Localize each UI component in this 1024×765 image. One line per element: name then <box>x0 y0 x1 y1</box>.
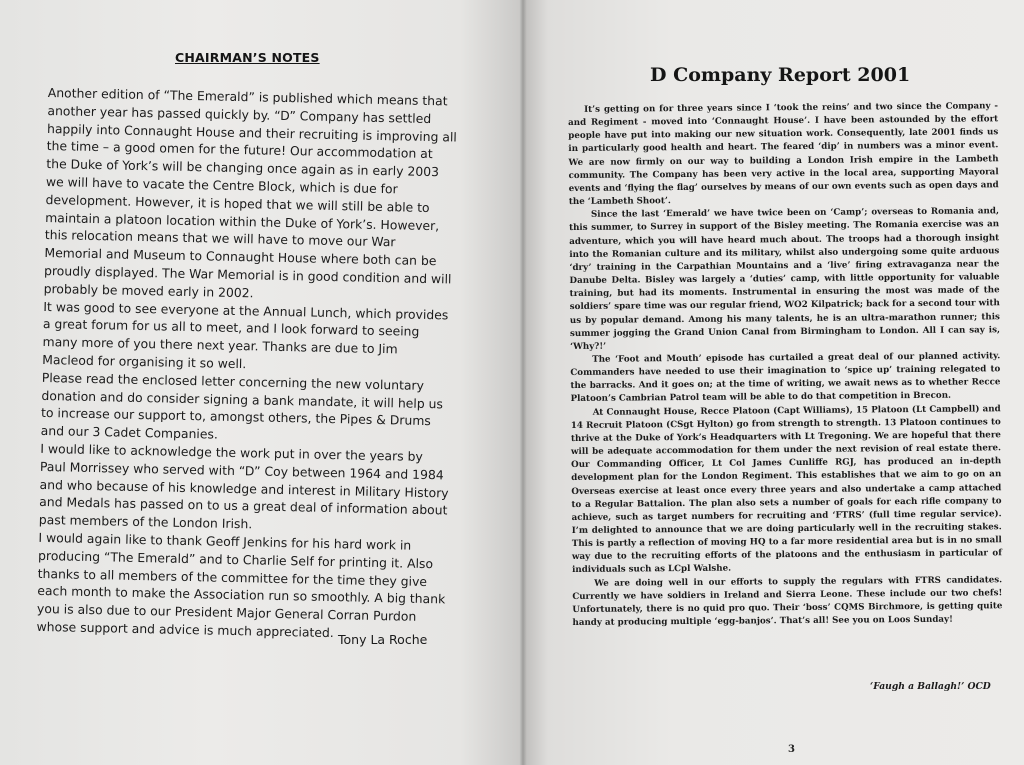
chairmans-paragraph: It was good to see everyone at the Annual Lunch, which provides a great forum for us all to meet, and I look forward to seeing many more of you there next year. Thanks are due to Jim Macleod for organising it so well. <box>42 298 449 372</box>
report-paragraph: Since the last ‘Emerald’ we have twice been on ‘Camp’; overseas to Romania and, this summer, to Surrey in support of the Bisley meeting. The Romania exercise was an adventure, which you will have heard much about. The troops had a thorough insight into the Romanian culture and its military, whilst also undergoing some quite arduous ‘dry’ training in the Carpathian Mountains and a ‘live’ firing extravaganza near the Danube Delta. Bisley was largely a ‘duties’ camp, with little opportunity for valuable training, but had its moments. Instrumental in ensuring the most was made of the soldiers’ spare time was our regular friend, WO2 Kilpatrick; back for a second tour with us by popular demand. Among his many talents, he is an ultra-marathon runner; this summer jogging the Grand Union Canal from Birmingham to London. All I can say is, ‘Why?!’ <box>569 206 1001 352</box>
page-number: 3 <box>788 744 795 755</box>
report-paragraph: At Connaught House, Recce Platoon (Capt Williams), 15 Platoon (Lt Campbell) and 14 Recruit Platoon (CSgt Hylton) go from strength to strength. 13 Platoon continues to thrive at the Duke of York’s Headquarters with Lt Tregoning. We are hopeful that there will be adequate accommodation for them under the next revision of real estate there. Our Commanding Officer, Lt Col James Cunliffe RGJ, has produced an in-depth development plan for the London Regiment. This establishes that we aim to go on an Overseas exercise at least once every three years and also undertake a camp attached to a Regular Battalion. The plan also sets a number of goals for each rifle company to achieve, such as target numbers for recruiting and ‘FTRS’ (full time regular service). I’m delighted to announce that we are doing particularly well in the recruiting stakes. This is partly a reflection of moving HQ to a far more residential area but is in no small way due to the recruiting efforts of the platoons and the enthusiasm in particular of individuals such as LCpl Walshe. <box>570 403 1002 576</box>
report-paragraph: The ‘Foot and Mouth’ episode has curtailed a great deal of our planned activity. Commanders have needed to use their imagination to ‘spice up’ training relegated to the barracks. And it goes on; at the time of writing, we await news as to whether Recce Platoon’s Cambrian Patrol team will be able to do that competition in Brecon. <box>570 351 1001 405</box>
chairmans-notes-title: CHAIRMAN’S NOTES <box>175 50 320 65</box>
chairmans-paragraph: Another edition of “The Emerald” is published which means that another year has passed quickly by. “D” Company has settled happily into Connaught House and their recruiting is improving all the time – a good omen for the future! Our accommodation at the Duke of York’s will be changing once again as in early 2003 we will have to vacate the Centre Block, which is due for development. However, it is hoped that we will still be able to maintain a platoon location within the Duke of York’s. However, this relocation means that we will have to move our War Memorial and Museum to Connaught House where both can be proudly displayed. The War Memorial is in good condition and will probably be moved early in 2002. <box>43 84 458 301</box>
company-report-body <box>568 100 1003 630</box>
report-paragraph: We are doing well in our efforts to supply the regulars with FTRS candidates. Currently we have soldiers in Ireland and Sierra Leone. These include our two chefs! Unfortunately, there is no quid pro quo. Their ‘boss’ CQMS Birchmore, is getting quite handy at producing multiple ‘egg-banjos’. That’s all! See you on Loos Sunday! <box>572 574 1003 629</box>
chairman-signature: Tony La Roche <box>338 632 428 647</box>
company-report-title: D Company Report 2001 <box>650 64 911 86</box>
chairmans-paragraph: I would like to acknowledge the work put in over the years by Paul Morrissey who served with “D” Coy between 1964 and 1984 and who because of his knowledge and interest in Military History and Medals has passed on to us a great deal of information about past members of the London Irish. <box>38 440 449 532</box>
book-gutter <box>519 0 527 765</box>
chairmans-paragraph: Please read the enclosed letter concerning the new voluntary donation and do consider signing a bank mandate, it will help us to increase our support to, amongst others, the Pipes & Drums and our 3 Cadet Companies. <box>40 369 444 442</box>
chairmans-notes-body <box>36 84 457 644</box>
report-signature: ‘Faugh a Ballagh!’ OCD <box>870 681 991 692</box>
report-paragraph: It’s getting on for three years since I ‘took the reins’ and two since the Company - and Regiment - moved into ‘Connaught House’. I have been astounded by the effort people have put into making our new situation work. Consequently, late 2001 finds us in particularly good health and heart. The feared ‘dip’ in numbers was a minor event. We are now firmly on our way to building a London Irish empire in the Lambeth community. The Company has been very active in the local area, supporting Mayoral events and ‘flying the flag’ ourselves by means of our own events such as open days and the ‘Lambeth Shoot’. <box>568 101 999 208</box>
chairmans-paragraph: I would again like to thank Geoff Jenkins for his hard work in producing “The Emerald” and to Charlie Self for printing it. Also thanks to all members of the committee for the time they give each month to make the Association run so smoothly. A big thank you is also due to our President Major General Corran Purdon whose support and advice is much appreciated. <box>36 529 446 641</box>
